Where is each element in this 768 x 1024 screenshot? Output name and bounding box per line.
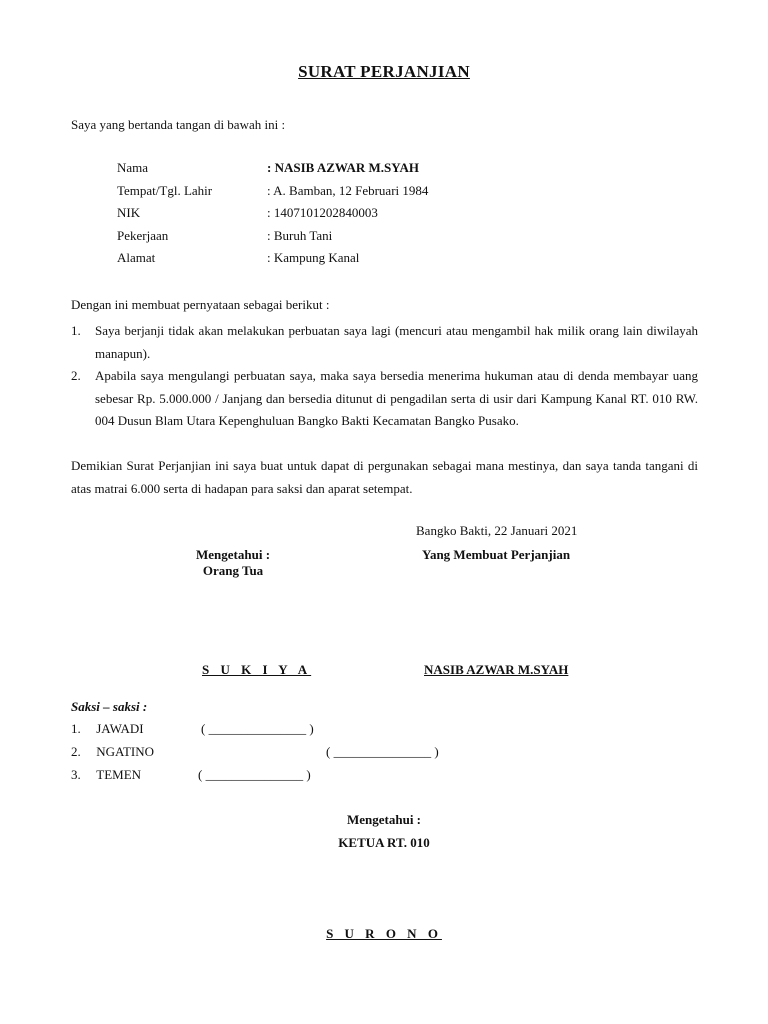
witness-row (71, 767, 311, 783)
item-number: 1. (71, 323, 81, 338)
statement-item (71, 320, 698, 365)
witness-signature-line: ( _______________ ) (198, 767, 311, 782)
witness-title: Saksi – saksi : (71, 699, 148, 714)
witness-signature-line: ( _______________ ) (326, 744, 439, 759)
field-label: Nama (117, 160, 149, 175)
rt-acknowledgement-label: Mengetahui : (346, 812, 422, 827)
item-text: Saya berjanji tidak akan melakukan perbuatan saya lagi (mencuri atau mengambil hak milik orang lain diwilayah manapun). (95, 323, 698, 361)
field-label: NIK (117, 205, 141, 220)
item-text: Apabila saya mengulangi perbuatan saya, maka saya bersedia menerima hukuman atau di denda membayar uang sebesar Rp. 5.000.000 / Janjang dan bersedia ditunut di pengadilan serta di usir dari Kampung Kanal RT. 010 RW. 004 Dusun Blam Utara Kepenghuluan Bangko Bakti Kecamatan Bangko Pusako. (95, 368, 698, 428)
rt-signature-name: S U R O N O (326, 926, 442, 941)
witness-number: 1. (71, 721, 81, 736)
statement-list (71, 320, 698, 433)
field-row-birth (117, 183, 428, 206)
field-value: : A. Bamban, 12 Februari 1984 (267, 182, 429, 198)
document-title: SURAT PERJANJIAN (298, 62, 470, 81)
witness-row (71, 721, 314, 737)
parent-signature-name: S U K I Y A (202, 662, 312, 677)
field-value: : Kampung Kanal (267, 250, 360, 265)
field-value: : 1407101202840003 (267, 205, 378, 220)
witness-number: 3. (71, 767, 81, 782)
witness-name: NGATINO (96, 744, 155, 759)
field-row-nik (117, 205, 428, 228)
knowing-label: Mengetahui : (196, 547, 271, 562)
field-label: Pekerjaan (117, 227, 169, 243)
witness-number: 2. (71, 744, 81, 759)
statement-intro: Dengan ini membuat pernyataan sebagai berikut : (71, 297, 330, 312)
maker-signature-name: NASIB AZWAR M.SYAH (424, 662, 569, 677)
statement-item (71, 365, 698, 433)
parent-label: Orang Tua (202, 563, 264, 578)
witness-signature-line: ( _______________ ) (201, 721, 314, 736)
witness-name: TEMEN (96, 767, 142, 782)
field-label: Alamat (117, 250, 156, 265)
field-row-address (117, 250, 428, 273)
field-row-job (117, 228, 428, 251)
field-row-name (117, 160, 428, 183)
rt-head-title: KETUA RT. 010 (338, 835, 430, 850)
place-date: Bangko Bakti, 22 Januari 2021 (416, 523, 578, 538)
maker-label: Yang Membuat Perjanjian (422, 547, 571, 562)
field-value: : Buruh Tani (267, 227, 333, 243)
field-value: : NASIB AZWAR M.SYAH (267, 160, 419, 175)
intro-text: Saya yang bertanda tangan di bawah ini : (71, 117, 286, 132)
parent-acknowledgement (196, 547, 270, 579)
item-number: 2. (71, 368, 81, 383)
identity-fields (117, 160, 428, 273)
closing-paragraph: Demikian Surat Perjanjian ini saya buat untuk dapat di pergunakan sebagai mana mestinya, dan saya tanda tangani di atas matrai 6.000 serta di hadapan para saksi dan aparat setempat. (71, 458, 698, 496)
field-label: Tempat/Tgl. Lahir (117, 182, 213, 198)
witness-row (71, 744, 439, 760)
witness-name: JAWADI (96, 721, 144, 736)
